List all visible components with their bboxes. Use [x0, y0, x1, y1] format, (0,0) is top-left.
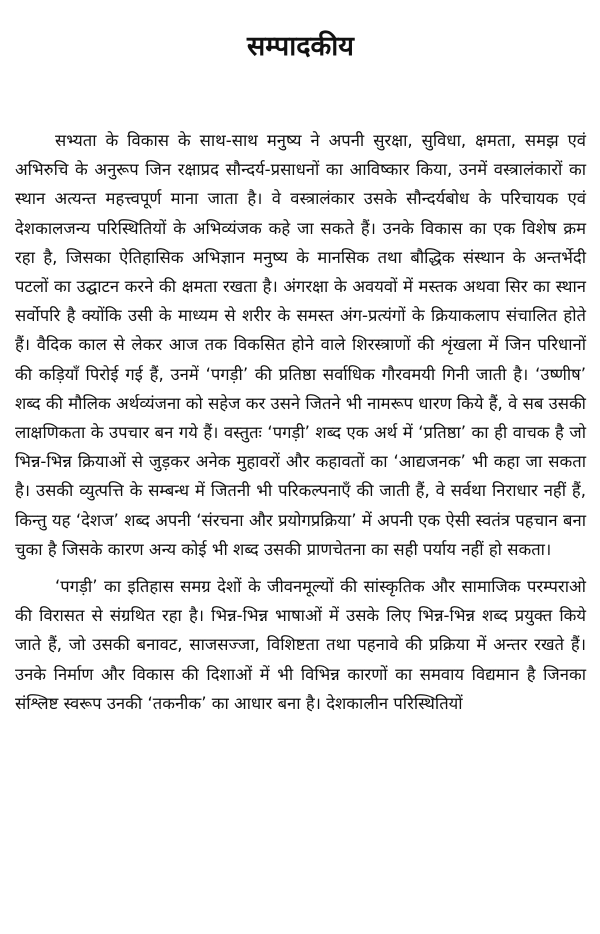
- paragraph-1: सभ्यता के विकास के साथ-साथ मनुष्य ने अपनी सुरक्षा, सुविधा, क्षमता, समझ एवं अभिरुचि के अनुरूप जिन रक्षाप्रद सौन्दर्य-प्रसाधनों का आविष्कार किया, उनमें वस्त्रालंकारों का स्थान अत्यन्त महत्त्वपूर्ण माना जाता है। वे वस्त्रालंकार उसके सौन्दर्यबोध के परिचायक एवं देशकालजन्य परिस्थितियों के अभिव्यंजक कहे जा सकते हैं। उनके विकास का एक विशेष क्रम रहा है, जिसका ऐतिहासिक अभिज्ञान मनुष्य के मानसिक तथा बौद्धिक संस्थान के अन्तर्भेदी पटलों का उद्घाटन करने की क्षमता रखता है। अंगरक्षा के अवयवों में मस्तक अथवा सिर का स्थान सर्वोपरि है क्योंकि उसी के माध्यम से शरीर के समस्त अंग-प्रत्यंगों के क्रियाकलाप संचालित होते हैं। वैदिक काल से लेकर आज तक विकसित होने वाले शिरस्त्राणों की शृंखला में जिन परिधानों की कड़ियाँ पिरोई गई हैं, उनमें ‘पगड़ी’ की प्रतिष्ठा सर्वाधिक गौरवमयी गिनी जाती है। ‘उष्णीष’ शब्द की मौलिक अर्थव्यंजना को सहेज कर उसने जितने भी नामरूप धारण किये हैं, वे सब उसकी लाक्षणिकता के उपचार बन गये हैं। वस्तुतः ‘पगड़ी’ शब्द एक अर्थ में ‘प्रतिष्ठा’ का ही वाचक है जो भिन्न-भिन्न क्रियाओं से जुड़कर अनेक मुहावरों और कहावतों का ‘आद्यजनक’ भी कहा जा सकता है। उसकी व्युत्पत्ति के सम्बन्ध में जितनी भी परिकल्पनाएँ की जाती हैं, वे सर्वथा निराधार नहीं हैं, किन्तु यह ‘देशज’ शब्द अपनी ‘संरचना और प्रयोगप्रक्रिया’ में अपनी एक ऐसी स्वतंत्र पहचान बना चुका है जिसके कारण अन्य कोई भी शब्द उसकी प्राणचेतना का सही पर्याय नहीं हो सकता।: [15, 131, 586, 559]
- page-title: सम्पादकीय: [247, 31, 354, 62]
- paragraph-2: ‘पगड़ी’ का इतिहास समग्र देशों के जीवनमूल्यों की सांस्कृतिक और सामाजिक परम्पराओ की विरासत से संग्रथित रहा है। भिन्न-भिन्न भाषाओं में उसके लिए भिन्न-भिन्न शब्द प्रयुक्त किये जाते हैं, जो उसकी बनावट, साजसज्जा, विशिष्टता तथा पहनावे की प्रक्रिया में अन्तर रखते हैं। उनके निर्माण और विकास की दिशाओं में भी विभिन्न कारणों का समवाय विद्यमान है जिनका संश्लिष्ट स्वरूप उनकी ‘तकनीक’ का आधार बना है। देशकालीन परिस्थितियों: [15, 577, 586, 713]
